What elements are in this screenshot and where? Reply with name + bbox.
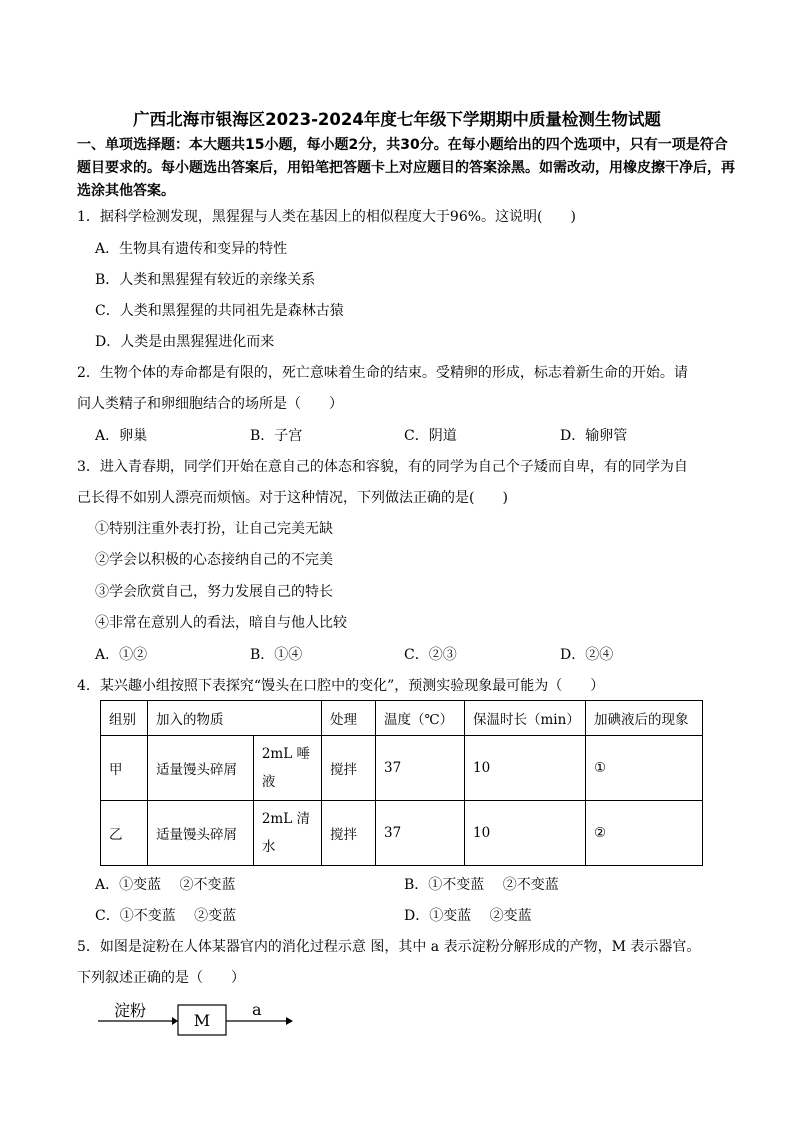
q4-option-d: D．①变蓝 ②变蓝 [404,908,532,924]
q3-item-4: ④非常在意别人的看法，暗自与他人比较 [95,615,347,631]
q1-stem: 1．据科学检测发现，黑猩猩与人类在基因上的相似程度大于96%。这说明( ) [77,209,576,225]
q4-option-c: C．①不变蓝 ②变蓝 [95,908,237,924]
q1-option-a: A．生物具有遗传和变异的特性 [95,241,288,257]
table-cell-process: 搅拌 [322,736,376,801]
exam-title: 广西北海市银海区2023-2024年度七年级下学期期中质量检测生物试题 [133,110,661,129]
table-cell-liquid: 2mL 唾液 [253,736,321,801]
q4-option-a: A．①变蓝 ②不变蓝 [95,877,236,893]
table-cell-time: 10 [465,801,586,866]
table-header: 加碘液后的现象 [586,701,703,736]
q1-option-c: C．人类和黑猩猩的共同祖先是森林古猿 [95,303,344,319]
digestion-diagram [96,996,306,1046]
table-cell-substance: 适量馒头碎屑 [148,801,254,866]
q3-item-1: ①特别注重外表打扮，让自己完美无缺 [95,521,333,537]
diagram-output-label: a [252,1000,262,1019]
q3-option-b: B．①④ [250,647,303,663]
table-cell-liquid: 2mL 清水 [253,801,321,866]
q2-option-c: C．阴道 [404,428,457,444]
table-cell-result: ② [586,801,703,866]
q3-option-d: D．②④ [560,647,614,663]
table-row [101,736,703,801]
q2-stem-line1: 2．生物个体的寿命都是有限的，死亡意味着生命的结束。受精卵的形成，标志着新生命的开始。请 [77,365,688,381]
table-cell-result: ① [586,736,703,801]
table-header: 温度（℃） [376,701,465,736]
q3-stem-line1: 3．进入青春期，同学们开始在意自己的体态和容貌，有的同学为自己个子矮而自卑，有的同学为自 [77,459,688,475]
diagram-input-label: 淀粉 [114,1001,147,1020]
q3-option-c: C．②③ [404,647,457,663]
q3-stem-line2: 己长得不如别人漂亮而烦恼。对于这种情况，下列做法正确的是( ) [77,490,508,506]
diagram-organ-label: M [193,1011,211,1030]
q1-option-d: D．人类是由黑猩猩进化而来 [95,334,275,350]
table-cell-temp: 37 [376,736,465,801]
q3-option-a: A．①② [95,647,148,663]
section-instructions: 一、单项选择题：本大题共15小题，每小题2分，共30分。在每小题给出的四个选项中，只有一项是符合题目要求的。每小题选出答案后，用铅笔把答题卡上对应题目的答案涂黑。如需改动，用橡皮擦干净后，再选涂其他答案。 [77,137,735,199]
table-header: 保温时长（min） [465,701,586,736]
table-cell-substance: 适量馒头碎屑 [148,736,254,801]
table-cell-process: 搅拌 [322,801,376,866]
q5-stem-line2: 下列叙述正确的是（ ） [77,970,245,986]
table-row [101,801,703,866]
q4-option-b: B．①不变蓝 ②不变蓝 [404,877,559,893]
q4-stem: 4．某兴趣小组按照下表探究“馒头在口腔中的变化”，预测实验现象最可能为（ ） [77,678,605,694]
table-cell-group: 乙 [101,801,148,866]
q3-item-2: ②学会以积极的心态接纳自己的不完美 [95,552,333,568]
q2-option-b: B．子宫 [250,428,303,444]
table-cell-temp: 37 [376,801,465,866]
q2-option-a: A．卵巢 [95,428,148,444]
table-header: 加入的物质 [148,701,322,736]
table-cell-group: 甲 [101,736,148,801]
q3-item-3: ③学会欣赏自己，努力发展自己的特长 [95,584,333,600]
table-header: 组别 [101,701,148,736]
table-header-row [101,701,703,736]
arrow-head-icon [172,1017,178,1025]
q2-stem-line2: 问人类精子和卵细胞结合的场所是（ ） [77,396,343,412]
q1-option-b: B．人类和黑猩猩有较近的亲缘关系 [95,272,316,288]
experiment-table [100,700,703,866]
q2-option-d: D．输卵管 [560,428,628,444]
q5-stem-line1: 5．如图是淀粉在人体某器官内的消化过程示意 图，其中 a 表示淀粉分解形成的产物，M 表示器官。 [77,939,701,955]
table-header: 处理 [322,701,376,736]
arrow-head-icon [286,1017,293,1025]
table-cell-time: 10 [465,736,586,801]
